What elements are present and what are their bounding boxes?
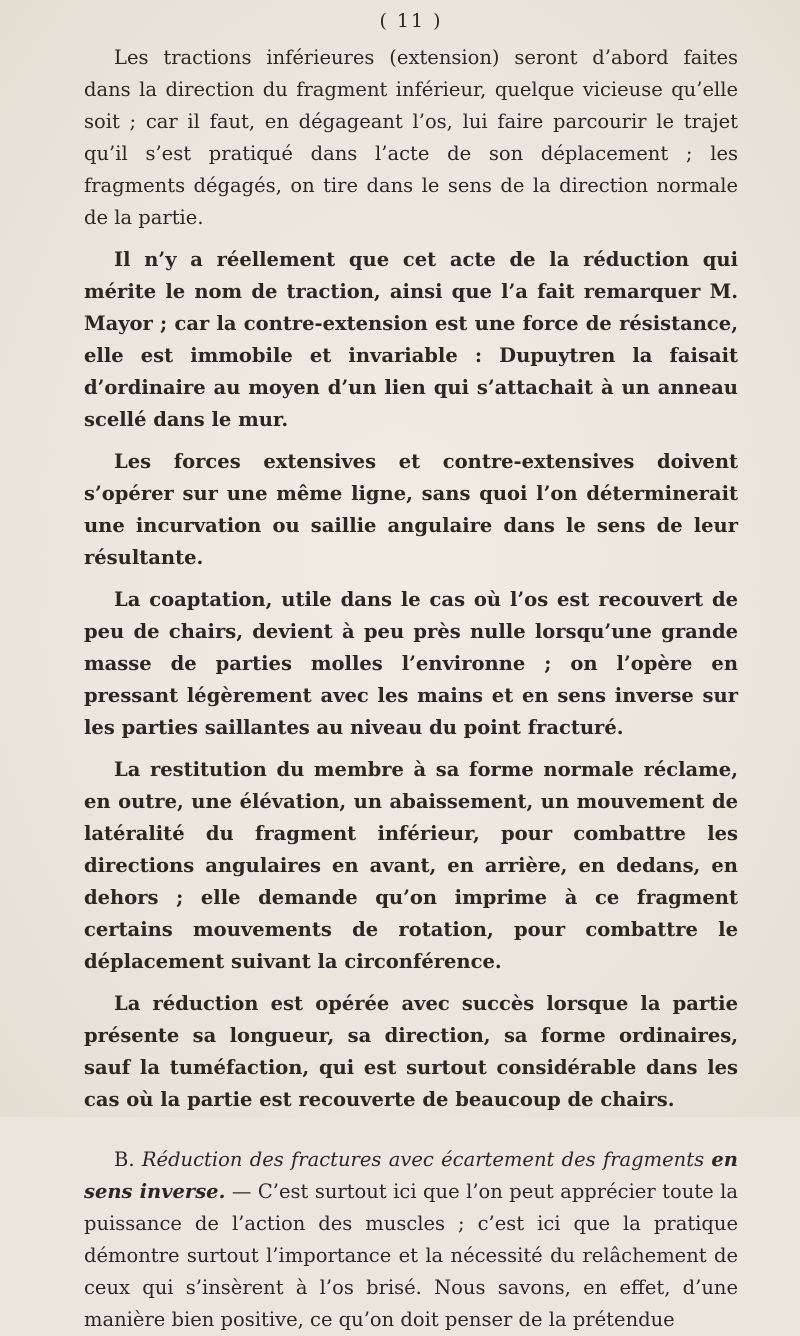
section-body: — C’est surtout ici que l’on peut apprécier toute la puissance de l’action des muscles ; c’est ici que la pratique démontre surtout l’importance et la nécessité du relâchement de ceux qui s’insèrent à l’os brisé. Nous savons, en effet, d’une manière bien positive, ce qu’on doit penser de la prétendue bbox=[84, 1180, 739, 1331]
paragraph-coaptation: La coaptation, utile dans le cas où l’os est recouvert de peu de chairs, devient à peu près nulle lorsqu’une grande masse de parties molles l’environne ; on l’opère en pressant légèrement avec les mains et en sens inverse sur les parties saillantes au niveau du point fracturé. bbox=[84, 588, 738, 739]
section-spacer bbox=[84, 1126, 738, 1144]
section-b bbox=[84, 1144, 738, 1336]
section-title: Réduction des fractures avec écartement des fragments bbox=[141, 1148, 705, 1171]
section-label: B. bbox=[114, 1148, 135, 1171]
paragraph-reduction-success: La réduction est opérée avec succès lorsque la partie présente sa longueur, sa direction, sa forme ordinaires, sauf la tuméfaction, qui est surtout considérable dans les cas où la partie est recouverte de beaucoup de chairs. bbox=[84, 992, 738, 1111]
paragraph-forces-extensives: Les forces extensives et contre-extensives doivent s’opérer sur une même ligne, sans quoi l’on déterminerait une incurvation ou saillie angulaire dans le sens de leur résultante. bbox=[84, 450, 738, 569]
section-title-emphasis: en sens inverse. bbox=[84, 1148, 738, 1203]
paragraph-traction-mayor: Il n’y a réellement que cet acte de la réduction qui mérite le nom de traction, ainsi que l’a fait remarquer M. Mayor ; car la contre-extension est une force de résistance, elle est immobile et invariable : Dupuytren la faisait d’ordinaire au moyen d’un lien qui s’attachait à un anneau scellé dans le mur. bbox=[84, 248, 738, 431]
paragraph-tractions: Les tractions inférieures (extension) seront d’abord faites dans la direction du fragment inférieur, quelque vicieuse qu’elle soit ; car il faut, en dégageant l’os, lui faire parcourir le trajet qu’il s’est pratiqué dans l’acte de son déplacement ; les fragments dégagés, on tire dans le sens de la direction normale de la partie. bbox=[84, 46, 738, 229]
paragraph-restitution: La restitution du membre à sa forme normale réclame, en outre, une élévation, un abaissement, un mouvement de latéralité du fragment inférieur, pour combattre les directions angulaires en avant, en arrière, en dedans, en dehors ; elle demande qu’on imprime à ce fragment certains mouvements de rotation, pour combattre le déplacement suivant la circonférence. bbox=[84, 758, 738, 973]
page-number: ( 11 ) bbox=[379, 10, 443, 32]
